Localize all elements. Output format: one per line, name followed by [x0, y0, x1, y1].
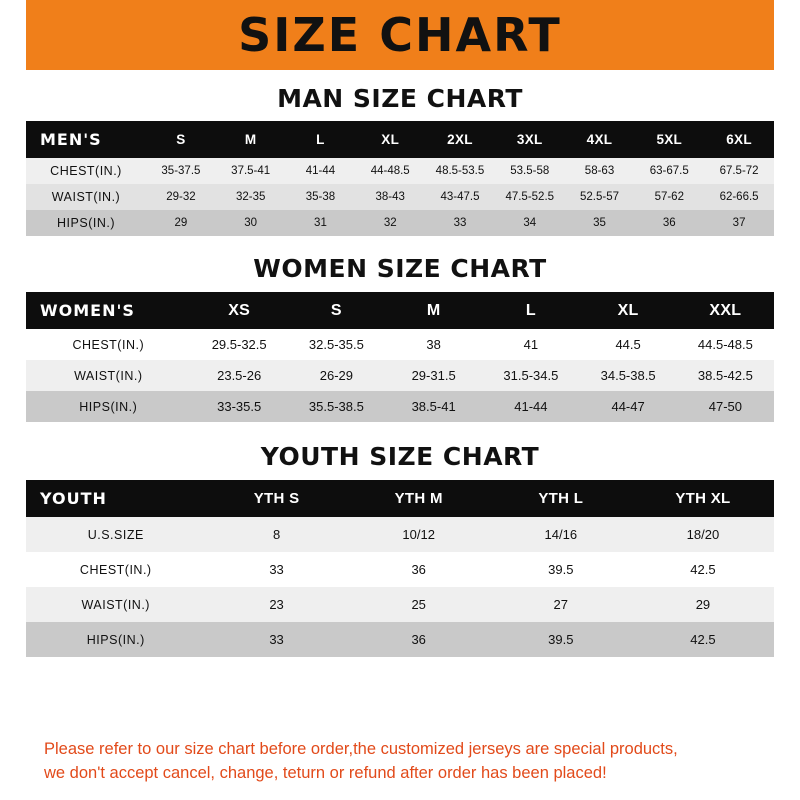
women-cell-2-2: 38.5-41: [411, 399, 456, 414]
table-row: [26, 391, 774, 422]
youth-cell-2-3: 29: [695, 597, 711, 612]
women-cell-2-5: 47-50: [708, 399, 742, 414]
man-cell-2-7: 36: [662, 217, 676, 229]
youth-table-body: [26, 517, 774, 657]
man-cell-1-7: 57-62: [654, 191, 684, 203]
youth-header-cell-2: YTH M: [394, 490, 443, 507]
man-header-cell-2: M: [244, 132, 257, 147]
man-cell-2-1: 30: [244, 217, 258, 229]
man-cell-2-8: 37: [732, 217, 746, 229]
man-cell-1-4: 43-47.5: [440, 191, 480, 203]
women-header-cell-3: M: [426, 301, 441, 319]
man-cell-2-6: 35: [593, 217, 606, 229]
man-header-cell-8: 5XL: [656, 132, 683, 147]
youth-cell-3-2: 39.5: [548, 632, 574, 647]
man-header-cell-3: L: [316, 132, 325, 147]
man-cell-0-8: 67.5-72: [719, 165, 759, 177]
man-cell-1-8: 62-66.5: [719, 191, 759, 203]
man-header-cell-6: 3XL: [516, 132, 543, 147]
man-cell-0-0: 35-37.5: [161, 165, 201, 177]
table-row: [26, 517, 774, 552]
man-cell-2-3: 32: [383, 217, 397, 229]
footer-note-line-2: we don't accept cancel, change, teturn or refund after order has been placed!: [44, 764, 607, 783]
women-cell-2-3: 41-44: [514, 399, 548, 414]
man-cell-0-2: 41-44: [305, 165, 336, 177]
table-header-row: [26, 480, 774, 517]
table-header-row: [26, 121, 774, 158]
man-table-body: [26, 158, 774, 236]
youth-cell-3-0: 33: [269, 632, 284, 647]
table-row: [26, 587, 774, 622]
table-row: [26, 184, 774, 210]
table-row: [26, 329, 774, 360]
man-row-2-label: HIPS(IN.): [57, 216, 115, 230]
youth-header-cell-1: YTH S: [253, 490, 300, 507]
table-header-row: [26, 292, 774, 329]
man-cell-1-1: 32-35: [235, 191, 266, 203]
youth-cell-0-3: 18/20: [686, 527, 720, 542]
table-row: [26, 210, 774, 236]
footer-note-line-1: Please refer to our size chart before order,the customized jerseys are special products,: [44, 740, 678, 759]
man-cell-2-5: 34: [523, 217, 537, 229]
youth-cell-2-0: 23: [269, 597, 284, 612]
youth-cell-1-0: 33: [269, 562, 284, 577]
footer-note: [26, 726, 774, 800]
women-cell-1-1: 26-29: [319, 368, 354, 383]
women-cell-0-0: 29.5-32.5: [211, 337, 267, 352]
women-cell-0-2: 38: [426, 337, 441, 352]
man-cell-1-5: 47.5-52.5: [505, 191, 555, 203]
youth-section-title: YOUTH SIZE CHART: [260, 442, 540, 471]
man-cell-0-1: 37.5-41: [231, 165, 271, 177]
women-cell-1-5: 38.5-42.5: [697, 368, 753, 383]
man-cell-0-4: 48.5-53.5: [435, 165, 485, 177]
youth-header-cell-3: YTH L: [538, 490, 584, 507]
man-cell-2-0: 29: [174, 217, 188, 229]
youth-cell-3-3: 42.5: [690, 632, 716, 647]
women-row-1-label: WAIST(IN.): [74, 368, 143, 383]
youth-cell-0-1: 10/12: [402, 527, 435, 542]
man-size-table: [26, 121, 774, 236]
youth-header-cell-4: YTH XL: [675, 490, 731, 507]
man-cell-0-6: 58-63: [584, 165, 615, 177]
youth-cell-2-2: 27: [553, 597, 569, 612]
women-cell-1-2: 29-31.5: [411, 368, 456, 383]
women-header-cell-5: XL: [617, 301, 639, 319]
man-table-header: [26, 121, 774, 158]
women-cell-1-0: 23.5-26: [217, 368, 262, 383]
man-cell-1-6: 52.5-57: [580, 191, 620, 203]
women-cell-2-4: 44-47: [611, 399, 645, 414]
man-cell-1-0: 29-32: [166, 191, 196, 203]
youth-cell-2-1: 25: [411, 597, 426, 612]
women-cell-1-4: 34.5-38.5: [600, 368, 656, 383]
man-cell-2-4: 33: [453, 217, 467, 229]
youth-cell-0-0: 8: [272, 527, 281, 542]
man-header-cell-7: 4XL: [586, 132, 613, 147]
youth-row-2-label: WAIST(IN.): [81, 597, 150, 612]
table-row: [26, 622, 774, 657]
man-cell-1-3: 38-43: [375, 191, 405, 203]
women-row-0-label: CHEST(IN.): [72, 337, 145, 352]
women-row-2-label: HIPS(IN.): [79, 399, 138, 414]
table-row: [26, 158, 774, 184]
women-size-table: [26, 292, 774, 422]
women-table-header: [26, 292, 774, 329]
youth-cell-1-3: 42.5: [690, 562, 716, 577]
youth-cell-3-1: 36: [411, 632, 426, 647]
youth-size-table: [26, 480, 774, 657]
women-cell-1-3: 31.5-34.5: [503, 368, 559, 383]
youth-cell-1-1: 36: [411, 562, 426, 577]
man-cell-0-3: 44-48.5: [370, 165, 410, 177]
youth-cell-1-2: 39.5: [548, 562, 574, 577]
man-header-cell-5: 2XL: [447, 132, 473, 147]
youth-row-1-label: CHEST(IN.): [79, 562, 152, 577]
women-header-cell-6: XXL: [709, 301, 742, 319]
youth-row-3-label: HIPS(IN.): [86, 632, 145, 647]
youth-table-header: [26, 480, 774, 517]
women-header-cell-0: WOMEN'S: [40, 301, 135, 320]
women-header-cell-1: XS: [228, 301, 251, 319]
women-cell-2-0: 33-35.5: [217, 399, 262, 414]
women-header-cell-2: S: [330, 301, 342, 319]
table-row: [26, 552, 774, 587]
women-cell-0-5: 44.5-48.5: [697, 337, 753, 352]
youth-header-cell-0: YOUTH: [40, 489, 107, 508]
man-header-cell-9: 6XL: [726, 132, 752, 147]
man-cell-1-2: 35-38: [305, 191, 336, 203]
header-band: [0, 0, 800, 70]
table-row: [26, 360, 774, 391]
page-title: SIZE CHART: [238, 8, 562, 62]
women-cell-2-1: 35.5-38.5: [308, 399, 364, 414]
women-cell-0-3: 41: [523, 337, 539, 352]
women-header-cell-4: L: [525, 301, 536, 319]
youth-row-0-label: U.S.SIZE: [87, 527, 144, 542]
youth-cell-0-2: 14/16: [544, 527, 578, 542]
man-row-1-label: WAIST(IN.): [51, 190, 121, 204]
women-cell-0-4: 44.5: [615, 337, 641, 352]
man-cell-0-7: 63-67.5: [649, 165, 689, 177]
man-header-cell-0: MEN'S: [40, 130, 102, 149]
man-header-cell-4: XL: [381, 132, 400, 147]
women-section-title: WOMEN SIZE CHART: [253, 254, 547, 283]
women-cell-0-1: 32.5-35.5: [308, 337, 364, 352]
women-table-body: [26, 329, 774, 422]
man-cell-2-2: 31: [314, 217, 327, 229]
man-header-cell-1: S: [176, 132, 186, 147]
chart-content: [0, 70, 800, 800]
man-section-title: MAN SIZE CHART: [277, 84, 523, 113]
man-cell-0-5: 53.5-58: [510, 165, 550, 177]
man-row-0-label: CHEST(IN.): [50, 164, 122, 178]
